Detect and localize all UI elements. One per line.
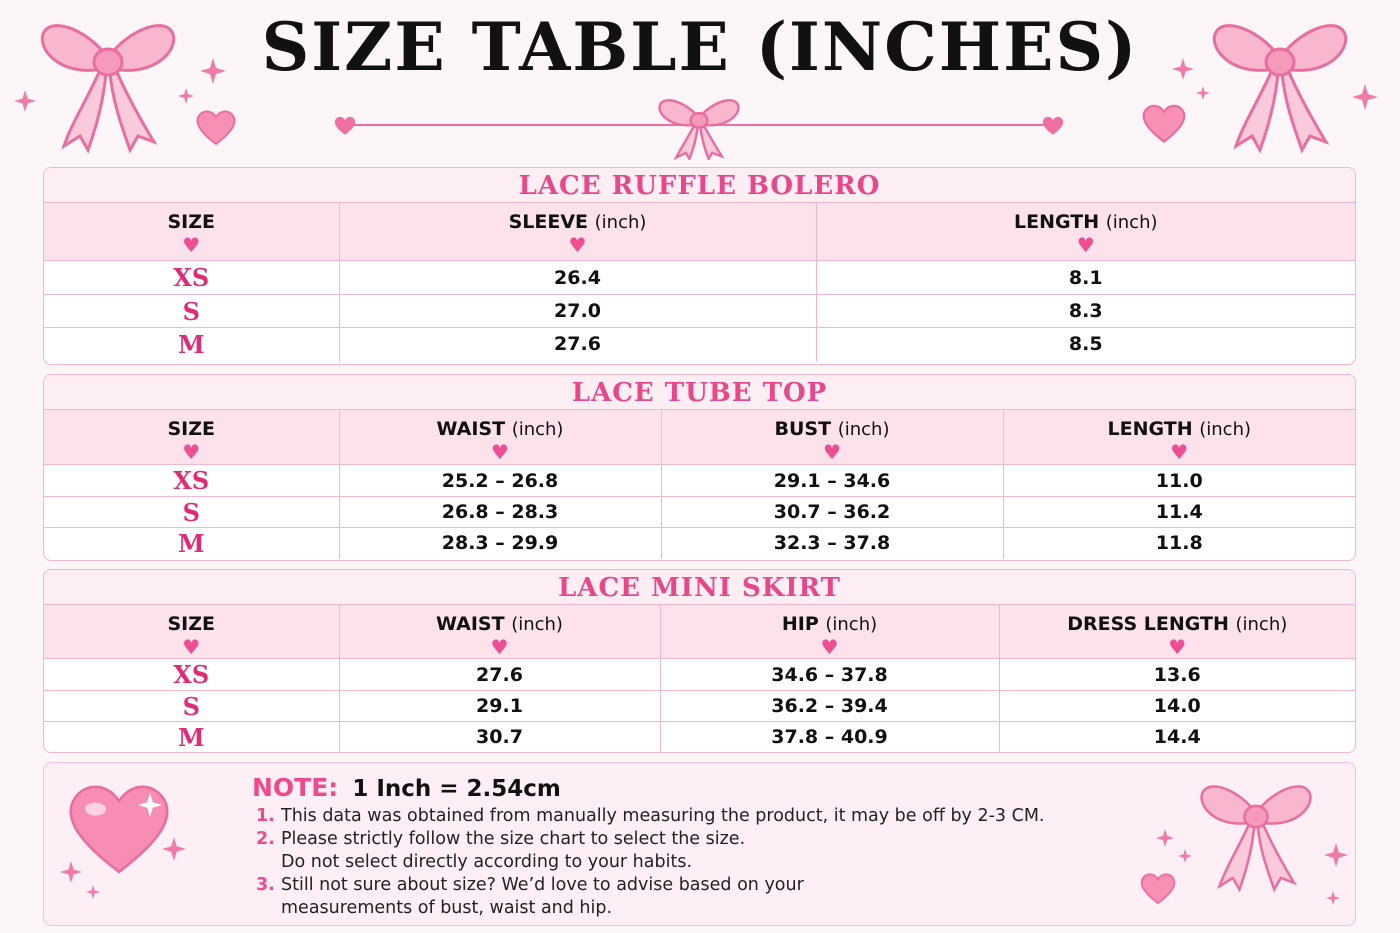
section-lace-tube-top bbox=[43, 374, 1356, 561]
note-label: NOTE: bbox=[252, 773, 339, 802]
size-cell: S bbox=[44, 295, 339, 328]
bow-icon bbox=[656, 94, 742, 160]
column-header: SIZE ♥ bbox=[44, 203, 339, 261]
section-title: LACE TUBE TOP bbox=[44, 375, 1355, 409]
note-box bbox=[43, 762, 1356, 926]
value-cell: 32.3 – 37.8 bbox=[661, 528, 1003, 559]
list-item-continuation: Do not select directly according to your habits. bbox=[281, 852, 693, 872]
size-cell: M bbox=[44, 328, 339, 361]
sparkle-icon bbox=[138, 793, 162, 817]
note-heading bbox=[252, 773, 561, 802]
value-cell: 8.3 bbox=[816, 295, 1355, 328]
value-cell: 30.7 – 36.2 bbox=[661, 497, 1003, 528]
table-row bbox=[44, 722, 1355, 753]
size-cell: M bbox=[44, 528, 339, 559]
column-header: LENGTH (inch) ♥ bbox=[1003, 410, 1355, 465]
heart-icon bbox=[1142, 104, 1186, 144]
note-conversion: 1 Inch = 2.54cm bbox=[352, 776, 561, 802]
table-row bbox=[44, 295, 1355, 328]
value-cell: 26.4 bbox=[339, 261, 816, 295]
column-header: SIZE ♥ bbox=[44, 410, 339, 465]
heart-icon: ♥ bbox=[182, 233, 201, 257]
column-header: LENGTH (inch) ♥ bbox=[816, 203, 1355, 261]
value-cell: 14.4 bbox=[999, 722, 1355, 753]
value-cell: 34.6 – 37.8 bbox=[660, 659, 999, 691]
sparkle-icon bbox=[60, 861, 82, 883]
table-row bbox=[44, 328, 1355, 361]
heart-icon: ♥ bbox=[1168, 635, 1187, 659]
table-row bbox=[44, 691, 1355, 722]
size-cell: XS bbox=[44, 261, 339, 295]
column-header: SLEEVE (inch) ♥ bbox=[339, 203, 816, 261]
column-header: BUST (inch) ♥ bbox=[661, 410, 1003, 465]
heart-icon: ♥ bbox=[1170, 440, 1189, 464]
heart-icon: ♥ bbox=[568, 233, 587, 257]
heart-icon bbox=[334, 116, 356, 136]
heart-icon bbox=[1140, 873, 1176, 905]
bow-icon bbox=[1198, 775, 1314, 893]
list-item: 3. Still not sure about size? We’d love to advise based on your bbox=[256, 875, 804, 895]
section-lace-ruffle-bolero bbox=[43, 167, 1356, 365]
heart-icon: ♥ bbox=[490, 635, 509, 659]
sparkle-icon bbox=[1196, 86, 1210, 100]
value-cell: 29.1 – 34.6 bbox=[661, 465, 1003, 497]
size-table bbox=[44, 409, 1355, 559]
table-row bbox=[44, 261, 1355, 295]
table-row bbox=[44, 497, 1355, 528]
table-row bbox=[44, 528, 1355, 559]
size-cell: XS bbox=[44, 659, 339, 691]
value-cell: 36.2 – 39.4 bbox=[660, 691, 999, 722]
value-cell: 8.1 bbox=[816, 261, 1355, 295]
heart-icon bbox=[196, 110, 236, 146]
list-item: 1. This data was obtained from manually measuring the product, it may be off by 2-3 CM. bbox=[256, 806, 1045, 826]
heart-icon: ♥ bbox=[823, 440, 841, 464]
heart-icon: ♥ bbox=[491, 440, 509, 464]
column-header: WAIST (inch) ♥ bbox=[339, 410, 661, 465]
value-cell: 13.6 bbox=[999, 659, 1355, 691]
list-item: 2. Please strictly follow the size chart to select the size. bbox=[256, 829, 746, 849]
sparkle-icon bbox=[1352, 84, 1378, 110]
value-cell: 37.8 – 40.9 bbox=[660, 722, 999, 753]
bow-icon bbox=[1210, 12, 1350, 154]
value-cell: 29.1 bbox=[339, 691, 660, 722]
list-item-continuation: measurements of bust, waist and hip. bbox=[281, 898, 613, 918]
heart-icon: ♥ bbox=[182, 440, 201, 464]
value-cell: 11.4 bbox=[1003, 497, 1355, 528]
heart-icon: ♥ bbox=[182, 635, 201, 659]
table-row bbox=[44, 465, 1355, 497]
page-title: SIZE TABLE (INCHES) bbox=[261, 8, 1139, 86]
value-cell: 8.5 bbox=[816, 328, 1355, 361]
size-cell: S bbox=[44, 691, 339, 722]
sparkle-icon bbox=[1178, 849, 1192, 863]
column-header: WAIST (inch) ♥ bbox=[339, 605, 660, 659]
sparkle-icon bbox=[162, 837, 186, 861]
value-cell: 26.8 – 28.3 bbox=[339, 497, 661, 528]
value-cell: 27.6 bbox=[339, 328, 816, 361]
note-list bbox=[256, 805, 1045, 920]
value-cell: 25.2 – 26.8 bbox=[339, 465, 661, 497]
value-cell: 28.3 – 29.9 bbox=[339, 528, 661, 559]
size-table bbox=[44, 202, 1355, 361]
section-title: LACE MINI SKIRT bbox=[44, 570, 1355, 604]
column-header: HIP (inch) ♥ bbox=[660, 605, 999, 659]
size-table bbox=[44, 604, 1355, 753]
value-cell: 27.6 bbox=[339, 659, 660, 691]
sparkle-icon bbox=[178, 88, 194, 104]
value-cell: 27.0 bbox=[339, 295, 816, 328]
heart-icon: ♥ bbox=[820, 635, 839, 659]
value-cell: 30.7 bbox=[339, 722, 660, 753]
size-cell: S bbox=[44, 497, 339, 528]
value-cell: 14.0 bbox=[999, 691, 1355, 722]
size-cell: XS bbox=[44, 465, 339, 497]
sparkle-icon bbox=[1156, 829, 1174, 847]
section-title: LACE RUFFLE BOLERO bbox=[44, 168, 1355, 202]
sparkle-icon bbox=[14, 90, 36, 112]
sparkle-icon bbox=[1326, 891, 1340, 905]
table-row bbox=[44, 659, 1355, 691]
sparkle-icon bbox=[1324, 843, 1348, 867]
sparkle-icon bbox=[1172, 58, 1194, 80]
sparkle-icon bbox=[86, 885, 100, 899]
size-cell: M bbox=[44, 722, 339, 753]
value-cell: 11.0 bbox=[1003, 465, 1355, 497]
heart-icon: ♥ bbox=[1076, 233, 1095, 257]
column-header: SIZE ♥ bbox=[44, 605, 339, 659]
sparkle-icon bbox=[200, 58, 226, 84]
heart-icon bbox=[1042, 116, 1064, 136]
section-lace-mini-skirt bbox=[43, 569, 1356, 753]
column-header: DRESS LENGTH (inch) ♥ bbox=[999, 605, 1355, 659]
value-cell: 11.8 bbox=[1003, 528, 1355, 559]
bow-icon bbox=[38, 12, 178, 154]
